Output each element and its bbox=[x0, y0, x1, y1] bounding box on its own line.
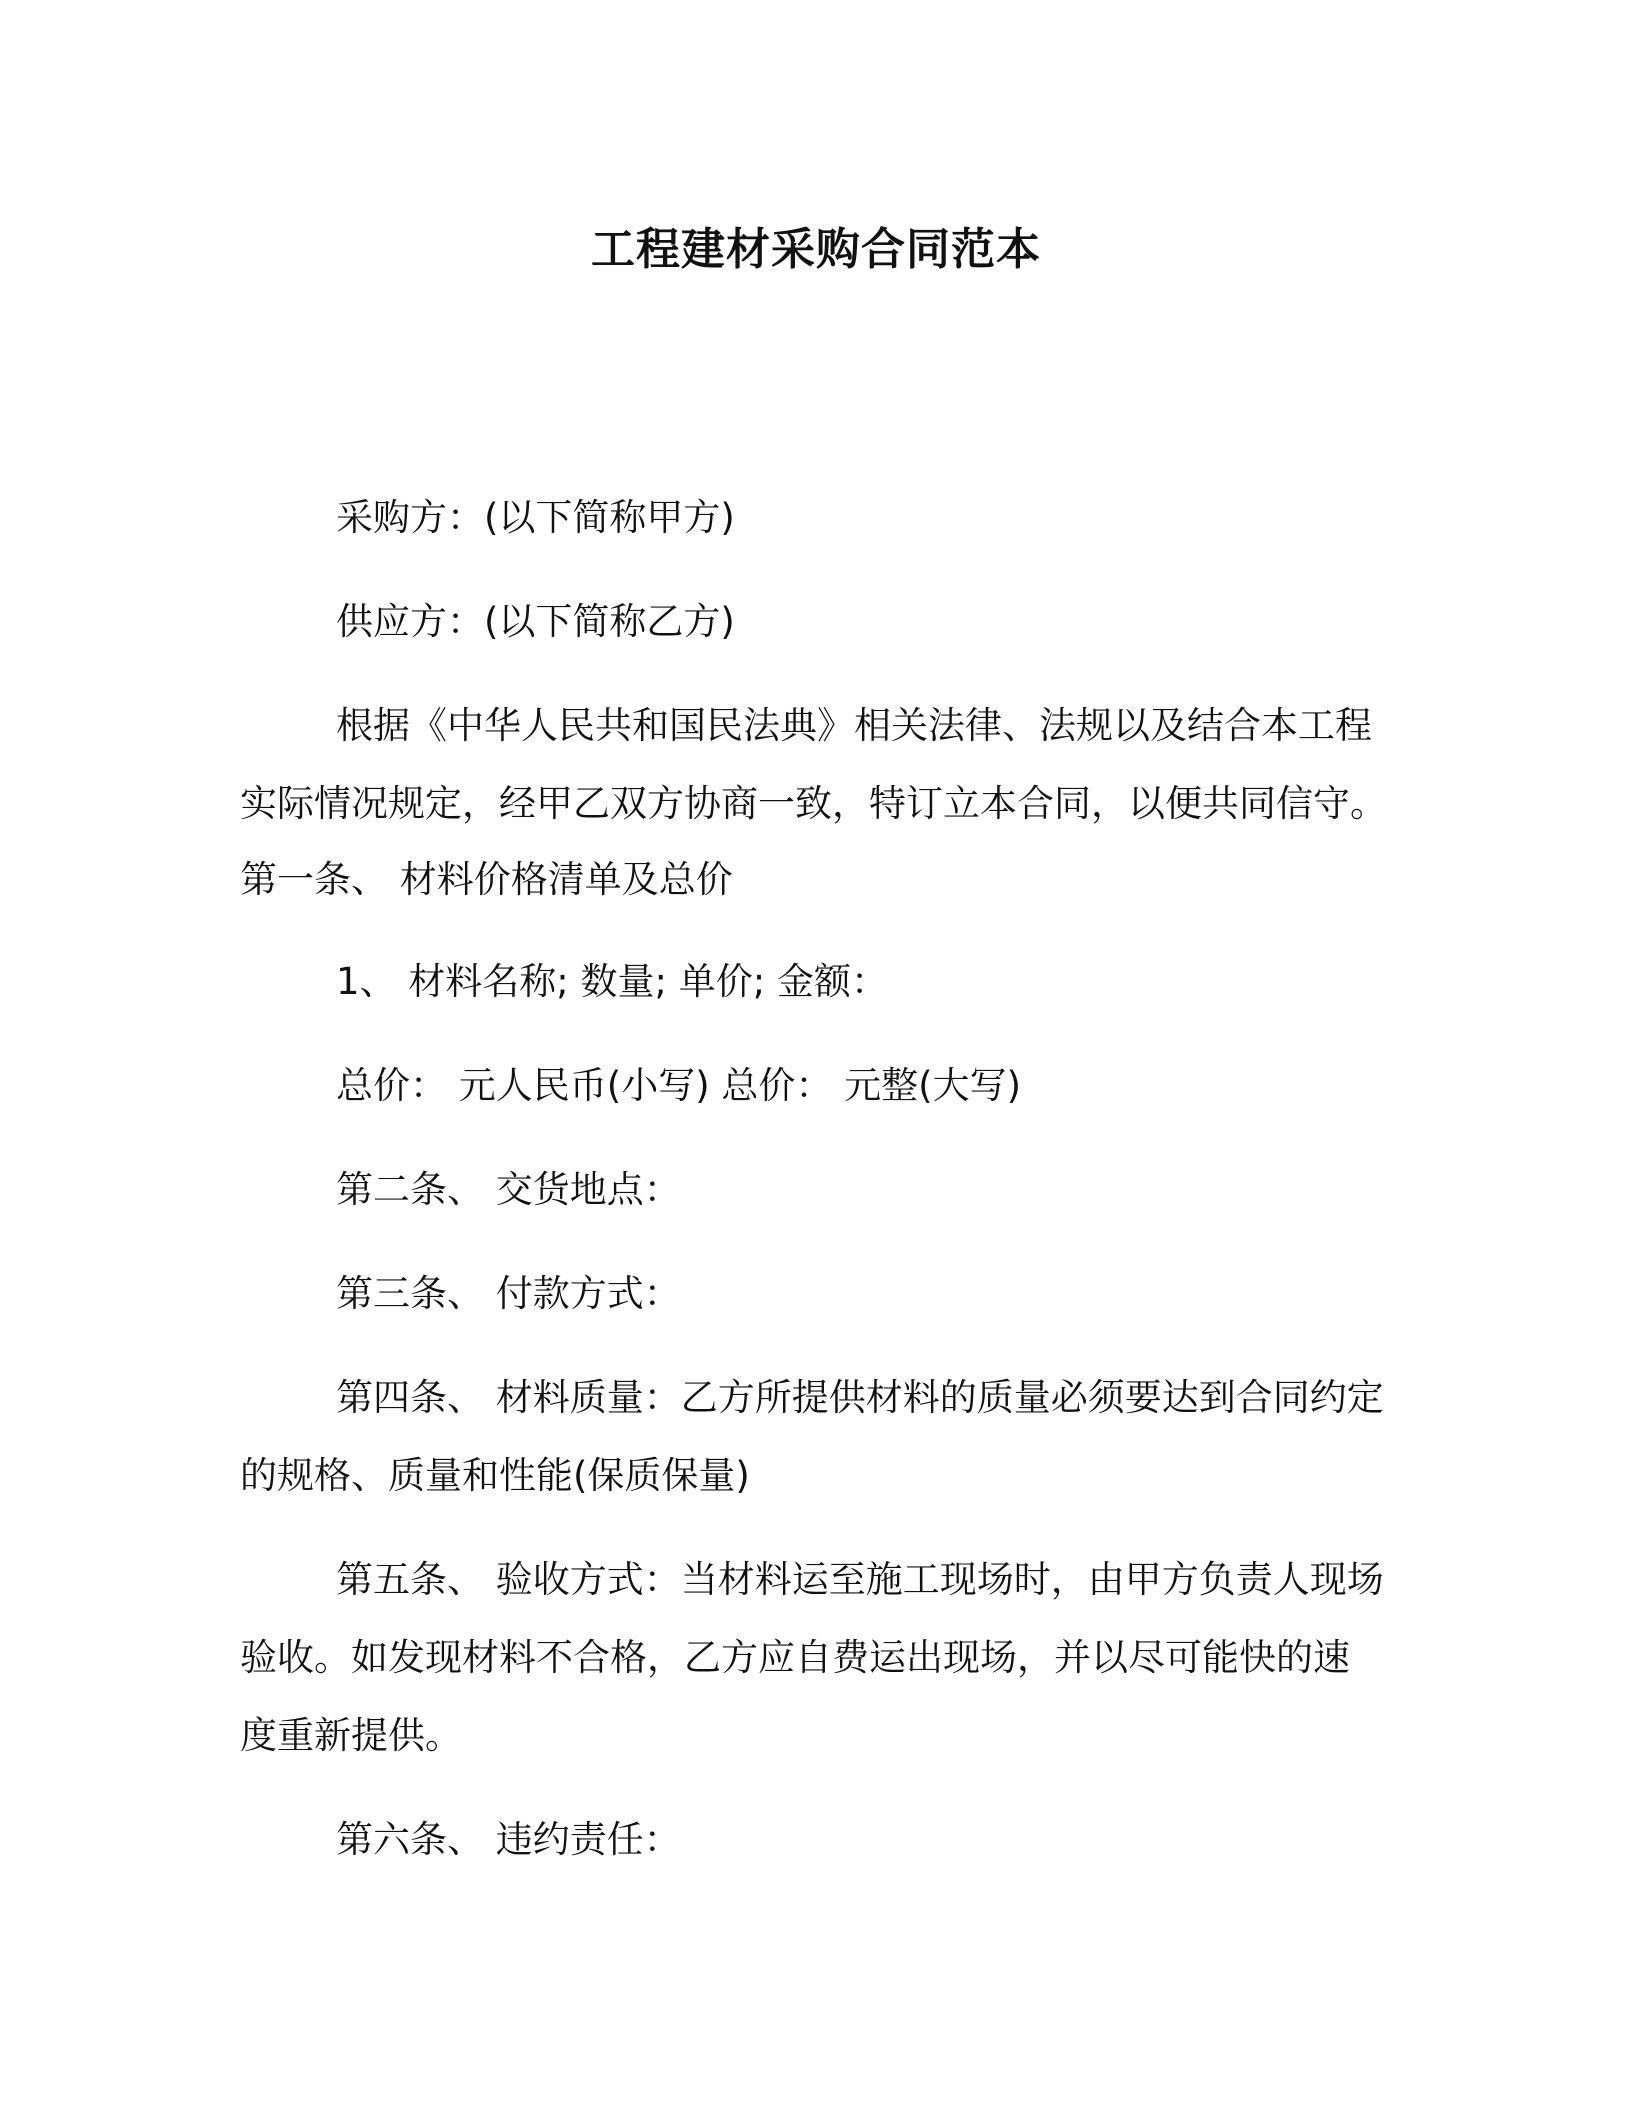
article-5-line-2: 验收。如发现材料不合格，乙方应自费运出现场，并以尽可能快的速 bbox=[240, 1636, 1350, 1679]
intro-paragraph-line-2: 实际情况规定，经甲乙双方协商一致，特订立本合同，以便共同信守。 bbox=[240, 782, 1387, 825]
intro-paragraph-line-1: 根据《中华人民共和国民法典》相关法律、法规以及结合本工程 bbox=[336, 704, 1372, 747]
article-1-item-1: 1、 材料名称; 数量; 单价; 金额： bbox=[336, 960, 888, 1003]
page-title: 工程建材采购合同范本 bbox=[591, 224, 1041, 275]
article-4-line-1: 第四条、 材料质量：乙方所提供材料的质量必须要达到合同约定 bbox=[336, 1376, 1384, 1419]
purchaser-line: 采购方：(以下简称甲方) bbox=[336, 496, 735, 539]
total-price-line: 总价： 元人民币(小写) 总价： 元整(大写) bbox=[336, 1064, 1022, 1107]
article-3-heading: 第三条、 付款方式： bbox=[336, 1272, 681, 1315]
article-4-line-2: 的规格、质量和性能(保质保量) bbox=[240, 1454, 750, 1497]
supplier-line: 供应方：(以下简称乙方) bbox=[336, 600, 735, 643]
article-1-heading: 第一条、 材料价格清单及总价 bbox=[240, 858, 733, 901]
article-6-heading: 第六条、 违约责任： bbox=[336, 1818, 681, 1861]
article-2-heading: 第二条、 交货地点： bbox=[336, 1168, 681, 1211]
article-5-line-3: 度重新提供。 bbox=[240, 1714, 462, 1757]
article-5-line-1: 第五条、 验收方式：当材料运至施工现场时，由甲方负责人现场 bbox=[336, 1558, 1384, 1601]
